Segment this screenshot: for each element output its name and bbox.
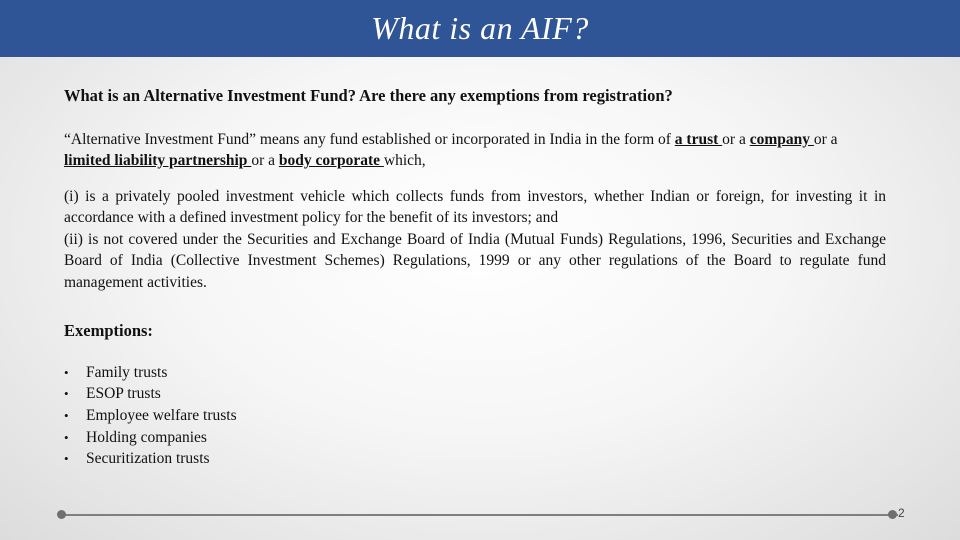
definition-text-2: or a <box>722 130 750 148</box>
criteria-paragraph <box>64 186 886 294</box>
bullet-icon: • <box>64 429 69 445</box>
definition-text-4: or a <box>251 152 279 169</box>
exemption-label: Securitization trusts <box>86 450 210 468</box>
exemptions-heading: Exemptions: <box>64 321 153 340</box>
footer-divider <box>60 514 898 516</box>
exemptions-list <box>64 362 886 471</box>
exemption-label: Family trusts <box>86 363 168 381</box>
slide-title: What is an AIF? <box>371 10 589 46</box>
definition-text-3: or a <box>813 130 838 148</box>
term-trust: a trust <box>674 130 723 148</box>
term-llp: limited liability partnership <box>64 152 252 169</box>
list-item <box>64 405 886 427</box>
bullet-icon: • <box>64 451 69 467</box>
title-bar <box>0 0 960 57</box>
list-item <box>64 427 886 449</box>
criterion-1: (i) is a privately pooled investment vehicle which collects funds from investors, whether Indian or foreign, for investing it in accordance with a defined investment policy for the benefit of its investors; and <box>64 187 886 226</box>
term-company: company <box>749 130 814 148</box>
footer-right-dot-icon <box>888 510 897 519</box>
bullet-icon: • <box>64 407 69 423</box>
exemption-label: Employee welfare trusts <box>86 406 237 424</box>
definition-text-5: which, <box>383 152 426 169</box>
definition-paragraph <box>64 129 886 172</box>
exemption-label: Holding companies <box>86 428 207 446</box>
list-item <box>64 383 886 405</box>
question-heading: What is an Alternative Investment Fund? Are there any exemptions from registration? <box>64 86 673 105</box>
slide-content <box>64 85 886 470</box>
list-item <box>64 362 886 384</box>
footer-left-dot-icon <box>57 510 66 519</box>
criterion-2: (ii) is not covered under the Securities and Exchange Board of India (Mutual Funds) Regulations, 1996, Securities and Exchange Board of India (Collective Investment Schemes) Regulations, 1999 or any other regulations of the Board to regulate fund management activities. <box>64 230 886 291</box>
bullet-icon: • <box>64 386 69 402</box>
exemption-label: ESOP trusts <box>86 385 161 403</box>
definition-text-1: “Alternative Investment Fund” means any fund established or incorporated in India in the form of <box>64 130 675 148</box>
page-number: 2 <box>898 506 905 520</box>
term-body-corporate: body corporate <box>278 152 384 169</box>
bullet-icon: • <box>64 364 69 380</box>
list-item <box>64 448 886 470</box>
